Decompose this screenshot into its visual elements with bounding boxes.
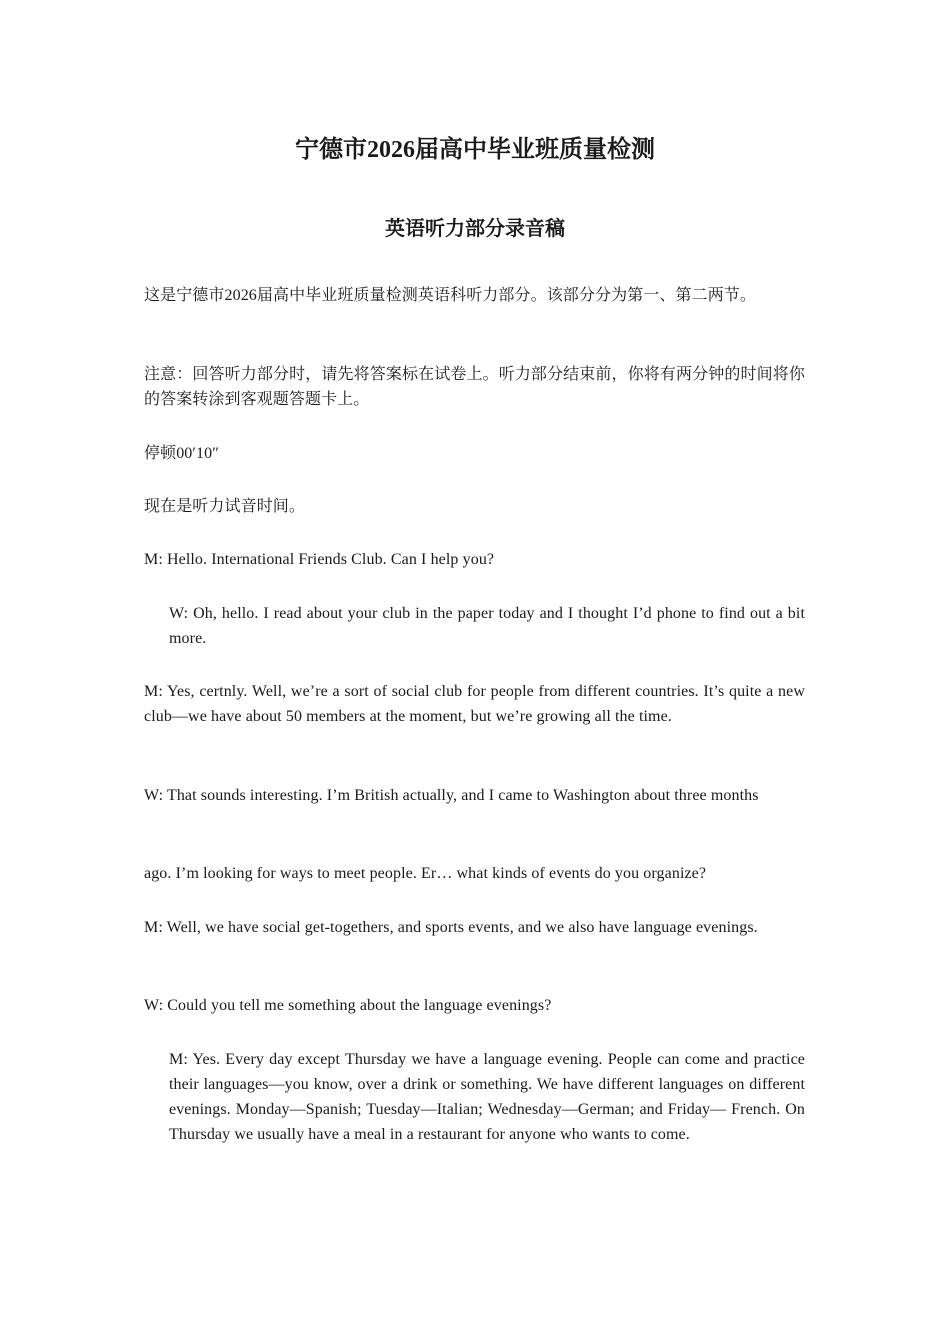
intro-paragraph: 这是宁德市2026届高中毕业班质量检测英语科听力部分。该部分分为第一、第二两节。 — [144, 287, 757, 304]
document-subtitle: 英语听力部分录音稿 — [385, 218, 565, 240]
pause-paragraph: 停顿00′10″ — [144, 445, 219, 462]
dialogue-line: W: Oh, hello. I read about your club in the paper today and I thought I’d phone to find out a bit more. — [169, 605, 805, 647]
dialogue-line: M: Yes. Every day except Thursday we have a language evening. People can come and practice their languages—you know, over a drink or something. We have different languages on different evenings. Monday—Spanish; Tuesday—Italian; Wednesday—German; and Friday— French. On Thursday we usually have a meal in a restaurant for anyone who wants to come. — [169, 1051, 805, 1143]
dialogue-line: M: Hello. International Friends Club. Can I help you? — [144, 551, 495, 568]
dialogue-line: W: That sounds interesting. I’m British actually, and I came to Washington about three months — [144, 787, 759, 804]
dialogue-line: M: Well, we have social get-togethers, and sports events, and we also have language evenings. — [144, 919, 758, 936]
trial-paragraph: 现在是听力试音时间。 — [144, 498, 306, 515]
notice-paragraph: 注意：回答听力部分时，请先将答案标在试卷上。听力部分结束前，你将有两分钟的时间将你的答案转涂到客观题答题卡上。 — [144, 366, 805, 408]
dialogue-line: ago. I’m looking for ways to meet people. Er… what kinds of events do you organize? — [144, 865, 707, 882]
document-title: 宁德市2026届高中毕业班质量检测 — [295, 137, 655, 163]
dialogue-line: W: Could you tell me something about the language evenings? — [144, 997, 552, 1014]
dialogue-line: M: Yes, certnly. Well, we’re a sort of social club for people from different countries. It’s quite a new club—we have about 50 members at the moment, but we’re growing all the time. — [144, 683, 805, 725]
